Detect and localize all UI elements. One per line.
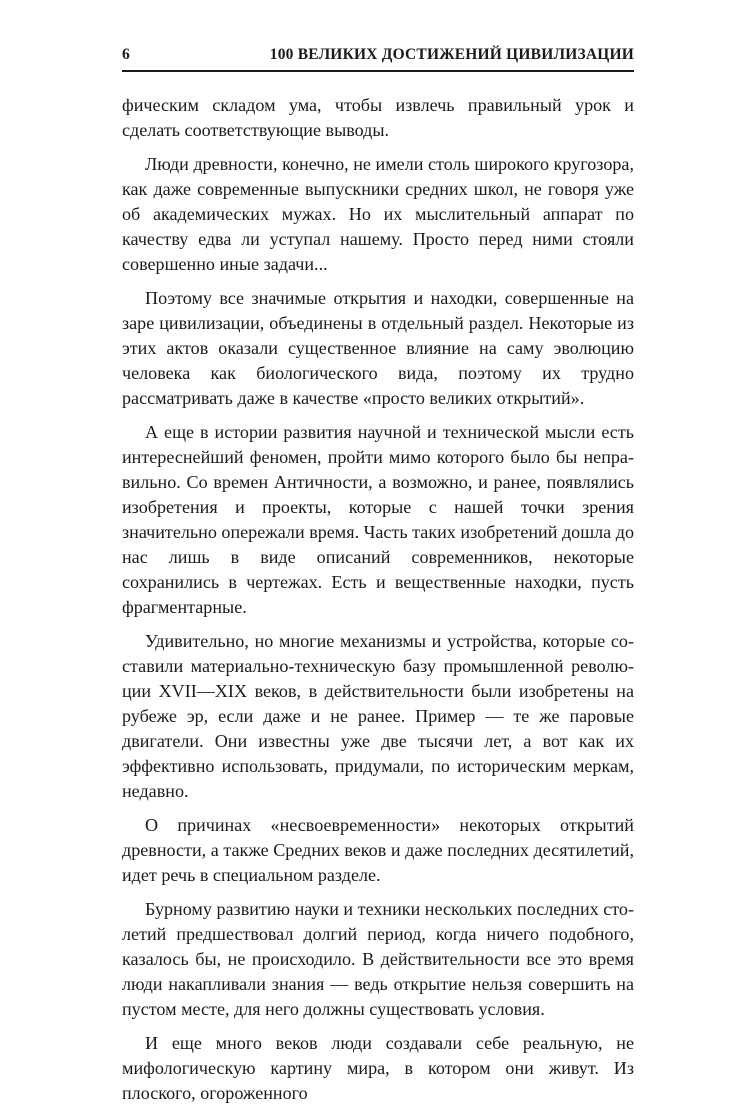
- body-text: [122, 93, 634, 1115]
- paragraph: Бурному развитию науки и техники нескольких последних столетий предшествовал долгий период, когда ничего подобного, казалось бы, не происходило. В действительности все это время люди накапливали знания — ведь открытие нельзя совершить на пустом месте, для него должны существовать условия.: [122, 899, 634, 1019]
- paragraph: фическим складом ума, чтобы извлечь правильный урок и сделать соответствующие выводы.: [122, 95, 634, 140]
- paragraph: Удивительно, но многие механизмы и устройства, которые составили материально-техническую базу промышленной революции XVII—XIX веков, в действительности были изобретены на рубеже эр, если даже и не ранее. Пример — те же паровые двигатели. Они известны уже две тысячи лет, а вот как их эффективно использовать, придумали, по историческим меркам, недавно.: [122, 631, 634, 801]
- paragraph: Поэтому все значимые открытия и находки, совершенные на заре цивилизации, объединены в отдельный раздел. Некоторые из этих актов оказали существенное влияние на саму эволюцию человека как биологического вида, поэтому их трудно рассматривать даже в качестве «просто великих открытий».: [122, 288, 634, 408]
- running-head: [122, 46, 634, 72]
- paragraph: А еще в истории развития научной и технической мысли есть интереснейший феномен, пройти мимо которого было бы неправильно. Со времен Античности, а возможно, и ранее, появлялись изобретения и проекты, которые с нашей точки зрения значительно опережали время. Часть таких изобретений дошла до нас лишь в виде описаний современников, некоторые сохранились в чертежах. Есть и вещественные находки, пусть фрагментарные.: [122, 422, 634, 617]
- paragraph: И еще много веков люди создавали себе реальную, не мифологическую картину мира, в котором они живут. Из плоского, огороженного: [122, 1033, 634, 1103]
- page-number: 6: [122, 46, 130, 63]
- book-title: 100 ВЕЛИКИХ ДОСТИЖЕНИЙ ЦИВИЛИЗАЦИИ: [269, 46, 634, 63]
- paragraph: О причинах «несвоевременности» некоторых открытий древности, а также Средних веков и даже последних десятилетий, идет речь в специальном разделе.: [122, 815, 634, 885]
- paragraph: Люди древности, конечно, не имели столь широкого кругозора, как даже современные выпускники средних школ, не говоря уже об академических мужах. Но их мыслительный аппарат по качеству едва ли уступал нашему. Просто перед ними стояли совершенно иные задачи...: [122, 154, 634, 274]
